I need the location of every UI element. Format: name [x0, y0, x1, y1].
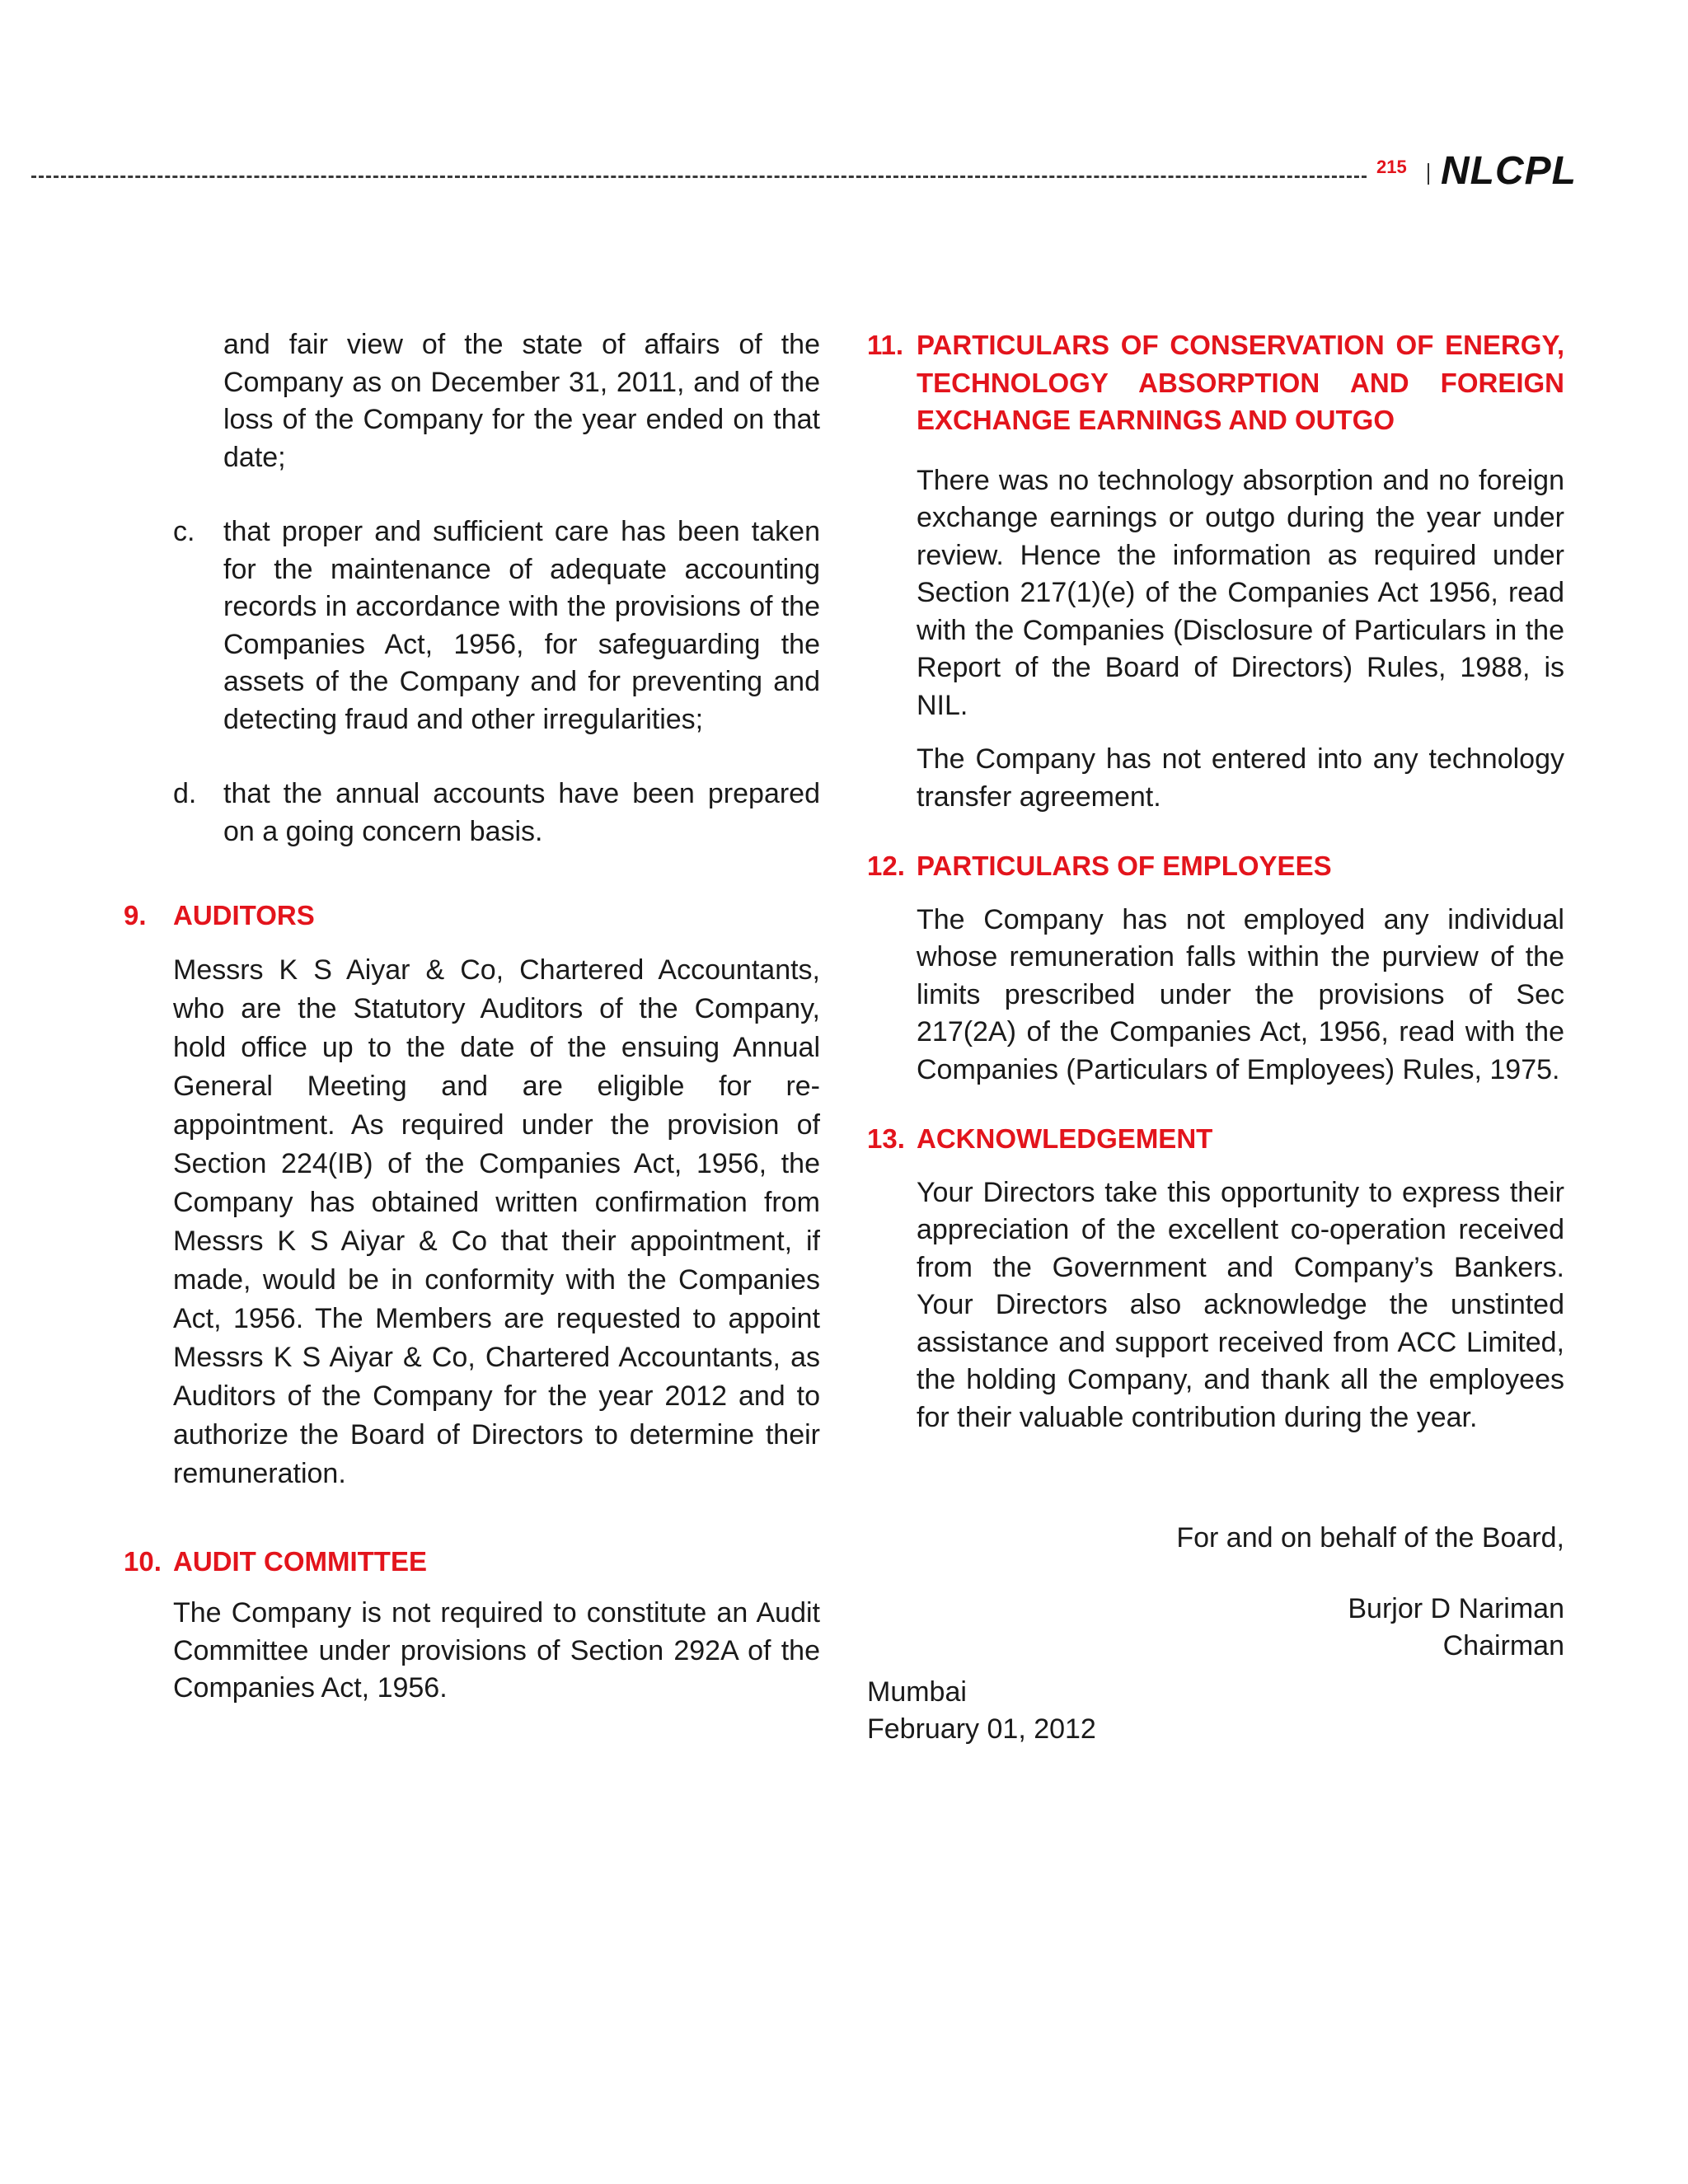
section-heading-conservation	[867, 326, 1564, 439]
section-title: PARTICULARS OF EMPLOYEES	[917, 851, 1332, 881]
section-title: AUDIT COMMITTEE	[173, 1545, 427, 1577]
section-number: 13.	[867, 1123, 905, 1154]
signatory-name: Burjor D Nariman	[1348, 1592, 1564, 1624]
audit-committee-body: The Company is not required to constitute an Audit Committee under provisions of Section 292A of the Companies Act, 1956.	[173, 1597, 820, 1704]
section-number: 9.	[124, 900, 147, 930]
signature-on-behalf: For and on behalf of the Board,	[1176, 1522, 1564, 1554]
conservation-paragraph-1: There was no technology absorption and no foreign exchange earnings or outgo during the year under review. Hence the information as required under Section 217(1)(e) of the Companies Act 1956, read with the Companies (Disclosure of Particulars in the Report of the Board of Directors) Rules, 1988, is NIL.	[917, 464, 1564, 721]
acknowledgement-paragraph: Your Directors take this opportunity to express their appreciation of the excellent co-operation received from the Government and Company’s Bankers. Your Directors also acknowledge the unstinted assistance and support received from ACC Limited, the holding Company, and thank all the employees for their valuable contribution during the year.	[917, 1176, 1564, 1433]
left-column	[124, 326, 820, 1708]
signing-date: February 01, 2012	[867, 1713, 1096, 1745]
auditors-body: Messrs K S Aiyar & Co, Chartered Accountants, who are the Statutory Auditors of the Company, hold office up to the date of the ensuing Annual General Meeting and are eligible for re-appointment. As required under the provision of Section 224(IB) of the Companies Act, 1956, the Company has obtained written confirmation from Messrs K S Aiyar & Co that their appointment, if made, would be in conformity with the Companies Act, 1956. The Members are requested to appoint Messrs K S Aiyar & Co, Chartered Accountants, as Auditors of the Company for the year 2012 and to authorize the Board of Directors to determine their remuneration.	[173, 954, 820, 1489]
conservation-paragraph-2: The Company has not entered into any technology transfer agreement.	[917, 743, 1564, 813]
section-number: 10.	[124, 1545, 162, 1577]
signatory-title: Chairman	[1442, 1630, 1564, 1661]
section-heading-auditors	[124, 897, 820, 935]
section-number: 12.	[867, 851, 905, 881]
page-number: 215	[1376, 157, 1407, 177]
signing-place: Mumbai	[867, 1675, 967, 1708]
list-item-d	[124, 776, 820, 851]
right-column	[867, 326, 1564, 1749]
section-title: PARTICULARS OF CONSERVATION OF ENERGY, TECHNOLOGY ABSORPTION AND FOREIGN EXCHANGE EARNINGS AND OUTGO	[917, 330, 1564, 435]
section-heading-employees	[867, 847, 1564, 885]
list-item-text: that the annual accounts have been prepared on a going concern basis.	[223, 778, 820, 847]
list-marker: c.	[173, 516, 195, 547]
section-heading-acknowledgement	[867, 1120, 1564, 1158]
employees-paragraph: The Company has not employed any individual whose remuneration falls within the purview of the limits prescribed under the provisions of Sec 217(2A) of the Companies Act, 1956, read with the Companies (Particulars of Employees) Rules, 1975.	[917, 903, 1564, 1085]
continued-paragraph: and fair view of the state of affairs of the Company as on December 31, 2011, and of the loss of the Company for the year ended on that date;	[223, 329, 820, 473]
list-marker: d.	[173, 778, 197, 809]
list-item-text: that proper and sufficient care has been taken for the maintenance of adequate accounting records in accordance with the provisions of the Companies Act, 1956, for safeguarding the assets of the Company and for preventing and detecting fraud and other irregularities;	[223, 516, 820, 735]
section-title: AUDITORS	[173, 900, 315, 930]
header-separator	[1428, 163, 1429, 185]
list-item-c	[124, 513, 820, 738]
section-title: ACKNOWLEDGEMENT	[917, 1123, 1213, 1154]
header-dashed-rule	[31, 176, 1367, 178]
section-number: 11.	[867, 330, 904, 360]
page-header	[0, 148, 1688, 198]
section-heading-audit-committee	[124, 1543, 820, 1581]
company-logo-text: NLCPL	[1441, 149, 1577, 193]
